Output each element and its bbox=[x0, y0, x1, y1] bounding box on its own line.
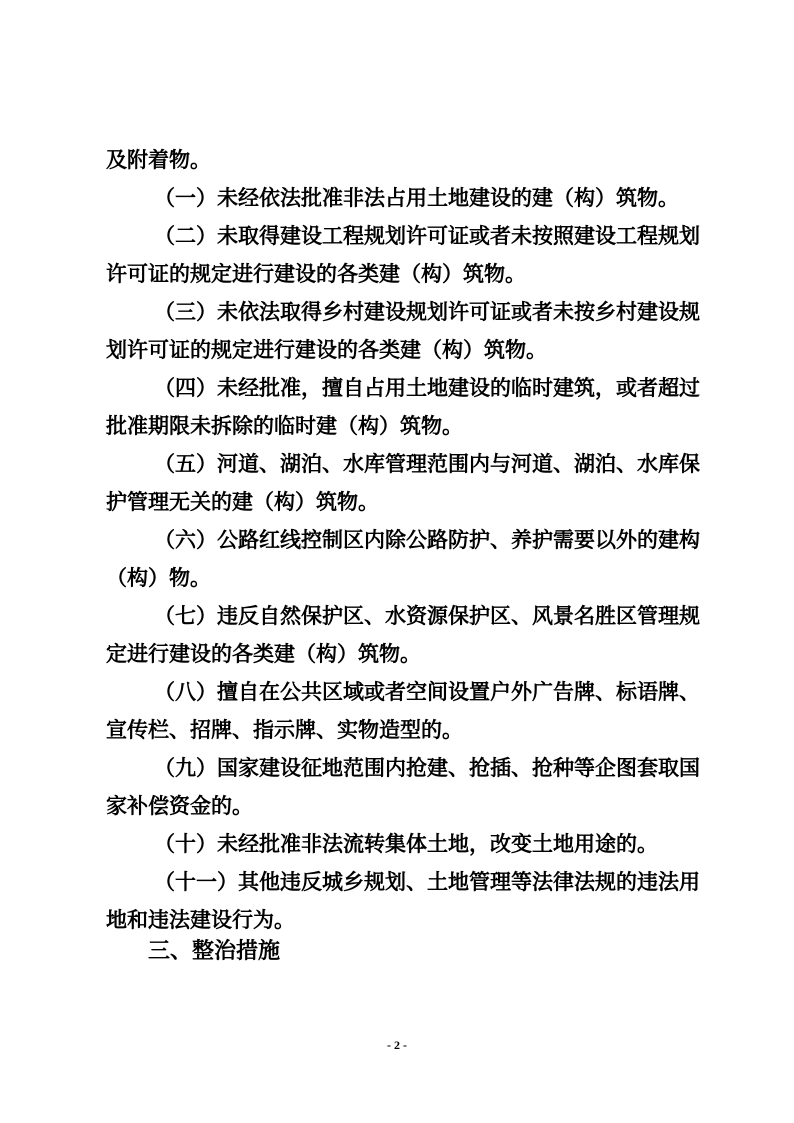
text-line: 及附着物。 bbox=[106, 148, 211, 172]
list-item-5-continued: 护管理无关的建（构）筑物。 bbox=[106, 490, 379, 514]
list-item-6: （六）公路红线控制区内除公路防护、养护需要以外的建构 bbox=[154, 528, 700, 552]
list-item-9-continued: 家补偿资金的。 bbox=[106, 794, 253, 818]
section-heading: 三、整治措施 bbox=[148, 939, 281, 964]
list-item-2-continued: 许可证的规定进行建设的各类建（构）筑物。 bbox=[106, 262, 526, 286]
list-item-7: （七）违反自然保护区、水资源保护区、风景名胜区管理规 bbox=[154, 604, 700, 628]
list-item-1: （一）未经依法批准非法占用土地建设的建（构）筑物。 bbox=[154, 186, 679, 210]
list-item-4-continued: 批准期限未拆除的临时建（构）筑物。 bbox=[106, 414, 463, 438]
list-item-3-continued: 划许可证的规定进行建设的各类建（构）筑物。 bbox=[106, 338, 547, 362]
list-item-2: （二）未取得建设工程规划许可证或者未按照建设工程规划 bbox=[154, 224, 700, 248]
list-item-5: （五）河道、湖泊、水库管理范围内与河道、湖泊、水库保 bbox=[154, 452, 700, 476]
list-item-11-continued: 地和违法建设行为。 bbox=[106, 908, 295, 932]
list-item-3: （三）未依法取得乡村建设规划许可证或者未按乡村建设规 bbox=[154, 300, 700, 324]
list-item-8-continued: 宣传栏、招牌、指示牌、实物造型的。 bbox=[106, 718, 463, 742]
list-item-7-continued: 定进行建设的各类建（构）筑物。 bbox=[106, 642, 421, 666]
list-item-8: （八）擅自在公共区域或者空间设置户外广告牌、标语牌、 bbox=[154, 680, 700, 704]
page-number: - 2 - bbox=[387, 1038, 407, 1052]
list-item-11: （十一）其他违反城乡规划、土地管理等法律法规的违法用 bbox=[154, 870, 700, 894]
list-item-9: （九）国家建设征地范围内抢建、抢插、抢种等企图套取国 bbox=[154, 756, 700, 780]
list-item-6-continued: （构）物。 bbox=[106, 566, 211, 590]
list-item-10: （十）未经批准非法流转集体土地，改变土地用途的。 bbox=[154, 832, 658, 856]
list-item-4: （四）未经批准，擅自占用土地建设的临时建筑，或者超过 bbox=[154, 376, 700, 400]
